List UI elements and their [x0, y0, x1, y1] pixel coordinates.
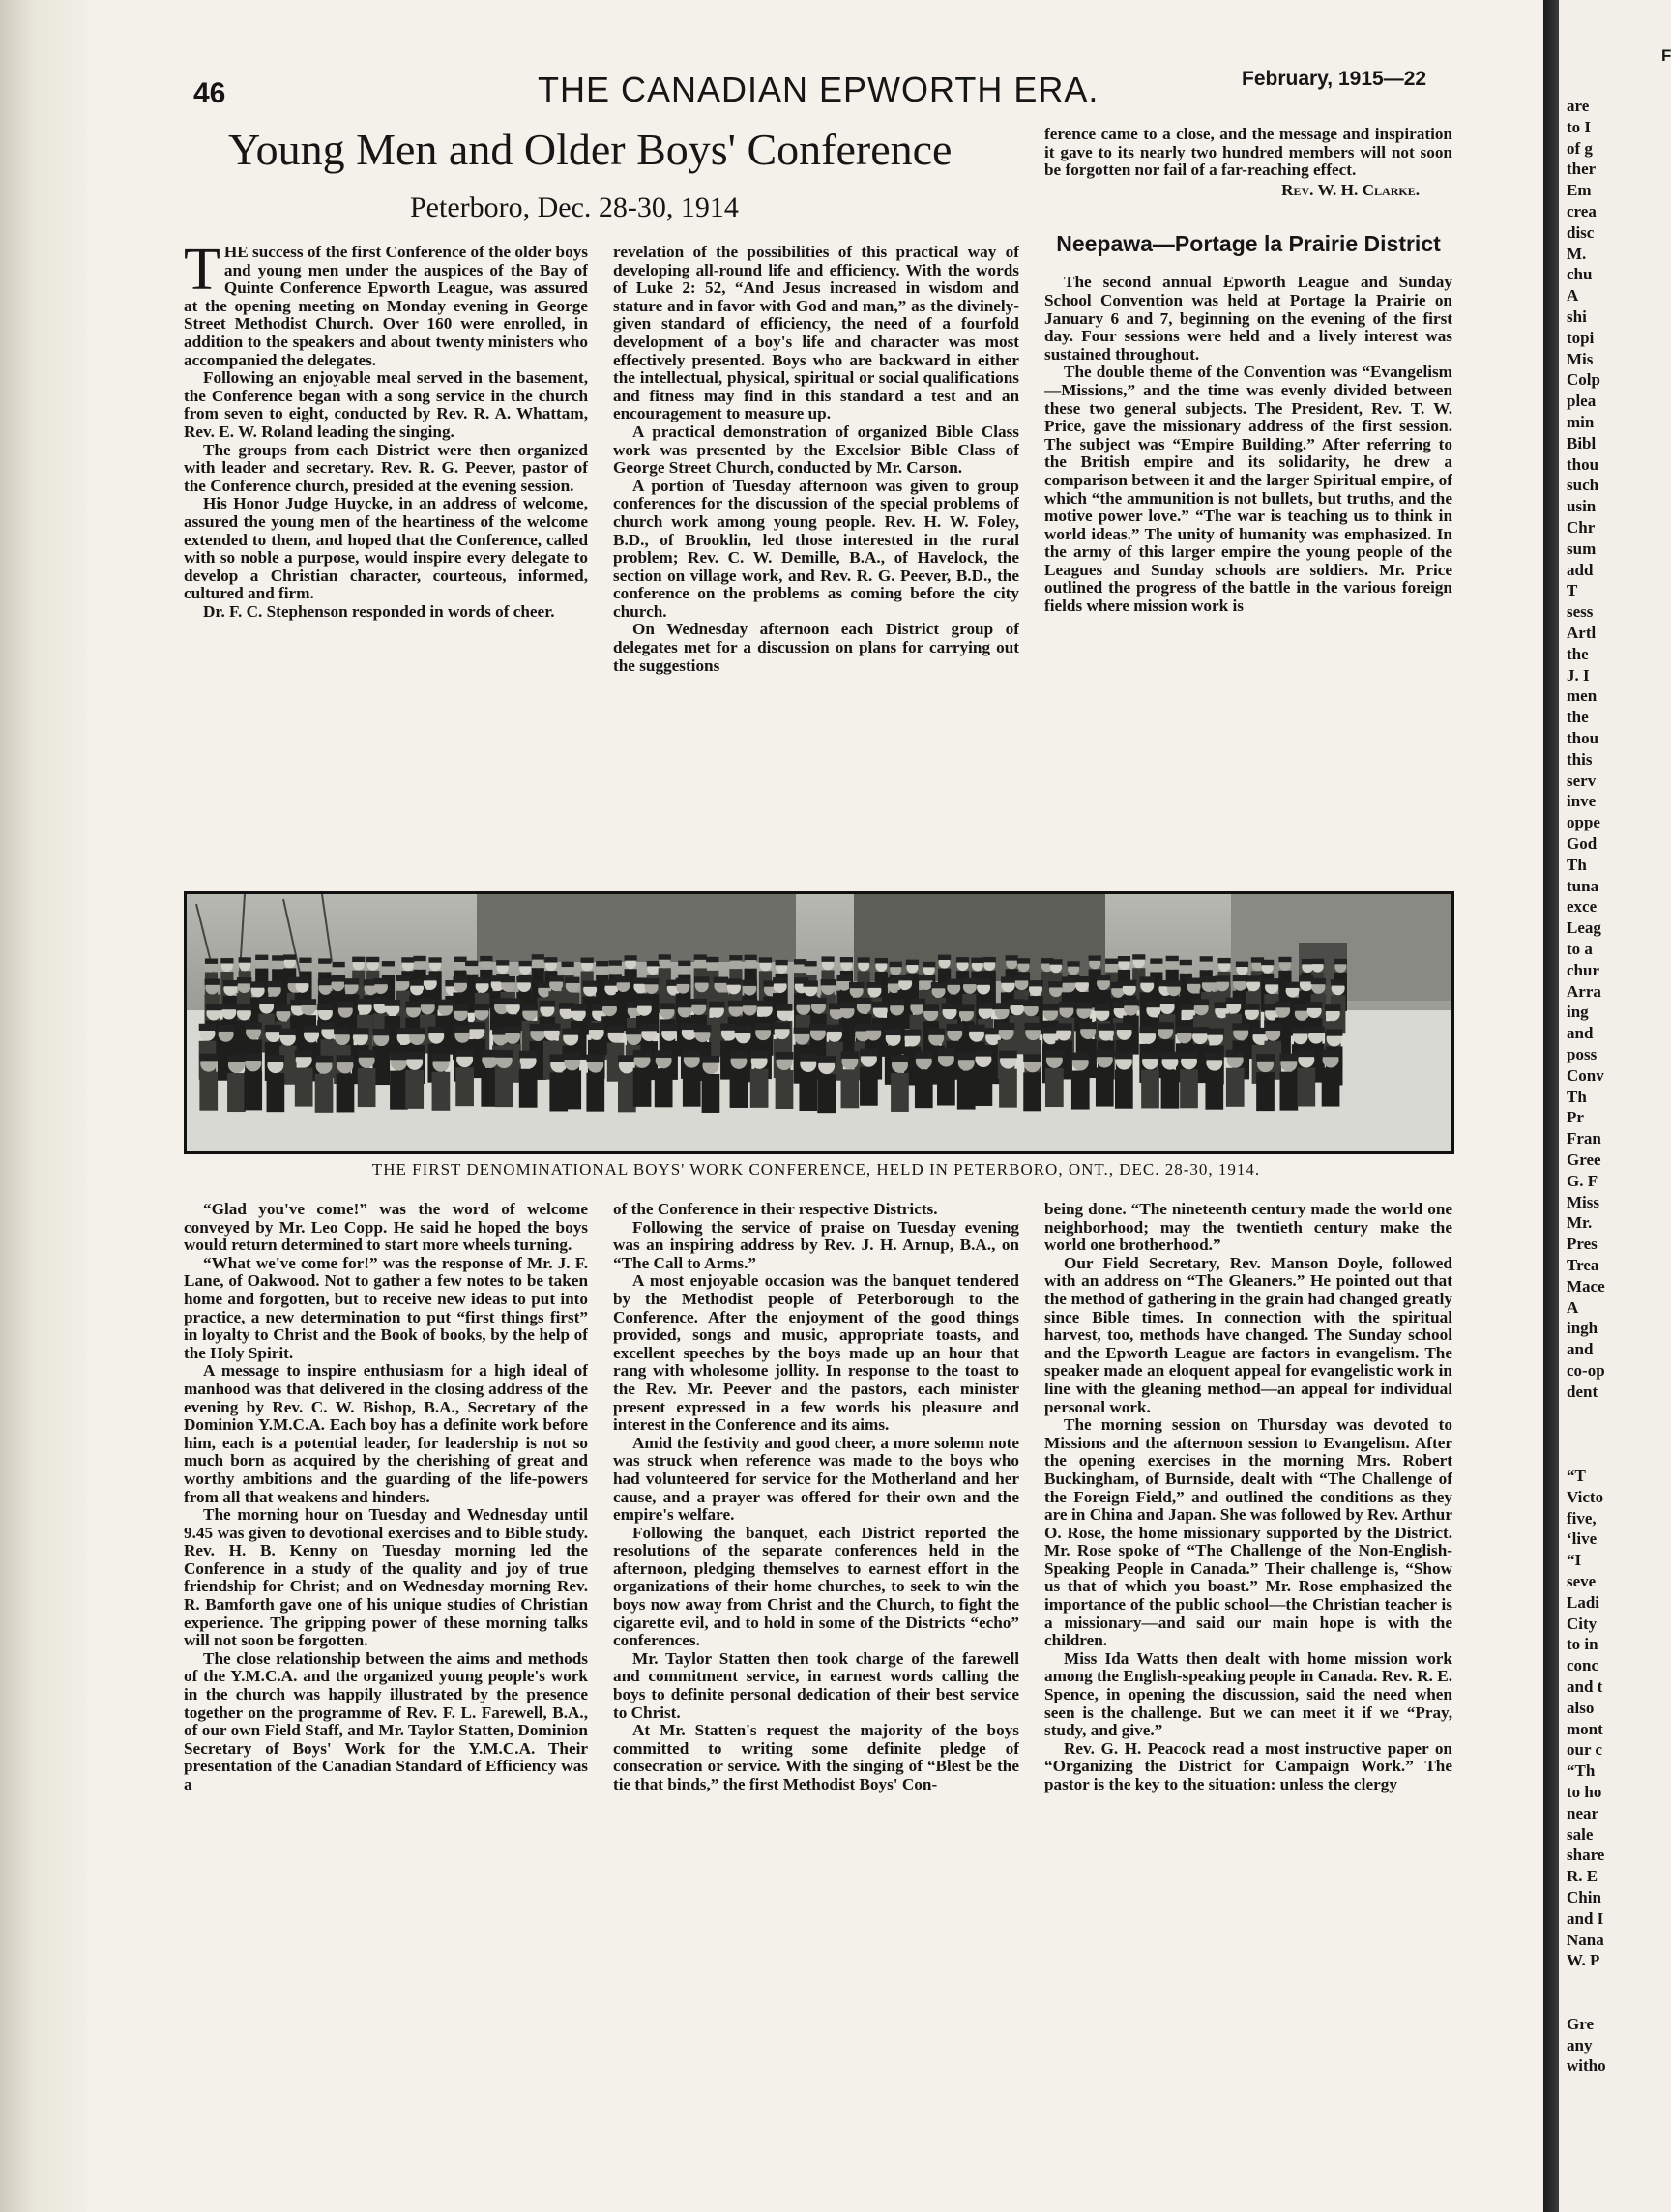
next-page-line: five,: [1567, 1508, 1597, 1528]
next-page-line: Pr: [1567, 1108, 1584, 1127]
next-page-line: to a: [1567, 940, 1593, 958]
article-column-2: [613, 244, 1019, 862]
article-paragraph: The morning hour on Tuesday and Wednesday until 9.45 was given to devotional exercises and to Bible study. Rev. H. B. Kenny on Tuesday morning led the Conference in a study of the quality and joy of true friendship for Christ; and on Wednesday morning Rev. R. Bamforth gave one of his unique studies of Christian experience. The gripping power of these morning talks will not soon be forgotten.: [184, 1505, 588, 1650]
next-page-line: exce: [1567, 897, 1598, 917]
article-paragraph: Following the banquet, each District reported the resolutions of the separate conferences held in the afternoon, pledging themselves to earnest effort in the organizations of their home churches, to seek to win the boys now away from Christ and the Church, to fight the cigarette evil, and to hold in some of the Districts “echo” conferences.: [613, 1523, 1019, 1650]
next-page-line: J. I: [1567, 665, 1590, 684]
next-page-line: tuna: [1567, 876, 1599, 895]
next-page-line: Conv: [1567, 1065, 1604, 1085]
page-number: 46: [193, 77, 226, 109]
article-column-6: [1044, 1201, 1452, 2189]
section-heading-neepawa: Neepawa—Portage la Prairie District: [1056, 231, 1441, 257]
article-paragraph: of the Conference in their respective Districts.: [613, 1201, 938, 1218]
article-column-1: [184, 244, 588, 862]
article-paragraph: A message to inspire enthusiasm for a high ideal of manhood was that delivered in the closing address of the evening by Rev. C. W. Bishop, B.A., Secretary of the Dominion Y.M.C.A. Each boy has a definite work before him, each is a potential leader, for leadership is not so much born as acquired by the cherishing of great and worthy ambitions and the guarding of the life-powers from all that weakens and hinders.: [184, 1361, 588, 1506]
next-page-line: Artl: [1567, 624, 1597, 642]
next-page-line: Mace: [1567, 1276, 1605, 1295]
article-paragraph: “What we've come for!” was the response of Mr. J. F. Lane, of Oakwood. Not to gather a few notes to be taken home and forgotten, but to receive new ideas to put into practice, a new determination to put “first things first” in loyalty to Christ and the Book of books, by the help of the Holy Spirit.: [184, 1253, 588, 1362]
group-photo-illustration: [187, 894, 1451, 1151]
article-paragraph: The morning session on Thursday was devoted to Missions and the afternoon session to Evangelism. After the opening exercises in the morning Mrs. Robert Buckingham, of Burnside, dealt with “The Challenge of the Foreign Field,” and outlined the conditions as they are in China and Japan. She was followed by Rev. Arthur O. Rose, the home missionary supported by the District. Mr. Rose spoke of “The Challenge of the Non-English-Speaking People in Canada.” Their challenge is, “Show us that of which you boast.” Mr. Rose emphasized the importance of the public school—the Christian teacher is a missionary—and said our main hope is with the children.: [1044, 1415, 1452, 1650]
article-paragraph: Mr. Taylor Statten then took charge of the farewell and commitment service, in earnest words calling the boys to definite personal dedication of their best service to Christ.: [613, 1648, 1019, 1722]
next-page-line: Trea: [1567, 1256, 1599, 1274]
next-page-line: this: [1567, 749, 1593, 769]
next-page-line: “T: [1567, 1467, 1586, 1485]
next-page-fragment: [1559, 0, 1671, 2212]
next-page-line: share: [1567, 1846, 1605, 1865]
article-paragraph: Miss Ida Watts then dealt with home mission work among the English-speaking people in Canada. Rev. R. E. Spence, in opening the discussion, said the need when seen is the challenge. But we can meet it if we “Pray, study, and give.”: [1044, 1648, 1452, 1740]
next-page-line: A: [1567, 1297, 1579, 1317]
article-paragraph: The groups from each District were then organized with leader and secretary. Rev. R. G. Peever, pastor of the Conference church, presided at the evening session.: [184, 440, 588, 495]
next-page-line: Mr.: [1567, 1213, 1593, 1233]
next-page-line: M.: [1567, 244, 1587, 263]
next-page-line: plea: [1567, 392, 1597, 411]
article-subtitle: Peterboro, Dec. 28-30, 1914: [410, 191, 739, 223]
next-page-line: shi: [1567, 307, 1587, 326]
next-page-line: of g: [1567, 138, 1593, 158]
next-page-line: crea: [1567, 202, 1597, 220]
next-page-line: T: [1567, 581, 1578, 600]
next-page-line: thou: [1567, 454, 1599, 474]
next-page-line: City: [1567, 1614, 1598, 1633]
next-page-line: Arra: [1567, 981, 1601, 1001]
next-page-line: sale: [1567, 1824, 1594, 1844]
next-page-line: Victo: [1567, 1487, 1604, 1506]
book-gutter: [1543, 0, 1559, 2212]
article-paragraph: THE success of the first Conference of the older boys and young men under the auspices of the Bay of Quinte Conference Epworth League, was assured at the opening meeting on Monday evening in George Street Methodist Church. Over 160 were enrolled, in addition to the speakers and about twenty ministers who accompanied the delegates.: [184, 244, 588, 369]
article-paragraph: ference came to a close, and the message and inspiration it gave to its nearly two hundred members will not soon be forgotten nor fail of a far-reaching effect.: [1044, 126, 1452, 180]
article-paragraph: The second annual Epworth League and Sunday School Convention was held at Portage la Prairie on January 6 and 7, beginning on the evening of the first day. Four sessions were held and a lively interest was sustained throughout.: [1044, 273, 1452, 364]
next-page-line: Nana: [1567, 1930, 1604, 1949]
next-page-line: poss: [1567, 1045, 1598, 1063]
next-page-line: witho: [1567, 2056, 1606, 2076]
next-page-line: and I: [1567, 1908, 1604, 1928]
next-page-line: “I: [1567, 1551, 1582, 1570]
next-page-line: the: [1567, 708, 1589, 727]
next-page-line: ther: [1567, 160, 1597, 179]
next-page-line: such: [1567, 476, 1599, 495]
article-title: Young Men and Older Boys' Conference: [228, 125, 953, 174]
next-page-line: W. P: [1567, 1951, 1600, 1970]
next-page-line: Gre: [1567, 2014, 1595, 2033]
next-page-line: thou: [1567, 729, 1599, 747]
next-page-line: Mis: [1567, 349, 1594, 368]
next-page-line: serv: [1567, 771, 1597, 790]
article-paragraph: His Honor Judge Huycke, in an address of welcome, assured the young men of the heartiness of the welcome extended to them, and hoped that the Conference, called with so noble a purpose, would inspire every delegate to develop a Christian character, courteous, informed, cultured and firm.: [184, 494, 588, 603]
next-page-line: topi: [1567, 328, 1595, 347]
next-page-line: the: [1567, 644, 1589, 663]
next-page-line: R. E: [1567, 1867, 1598, 1886]
next-page-line: God: [1567, 834, 1598, 853]
article-paragraph: Dr. F. C. Stephenson responded in words of cheer.: [203, 601, 555, 621]
next-page-line: A: [1567, 286, 1579, 306]
next-page-line: mont: [1567, 1719, 1603, 1738]
next-page-line: chu: [1567, 265, 1593, 284]
issue-date: February, 1915—22: [1242, 68, 1427, 90]
next-page-line: ingh: [1567, 1319, 1598, 1338]
next-page-line: near: [1567, 1803, 1599, 1822]
article-paragraph: On Wednesday afternoon each District group of delegates met for a discussion on plans for carrying out the suggestions: [613, 620, 1019, 675]
next-page-line: are: [1567, 97, 1590, 115]
article-paragraph: A practical demonstration of organized Bible Class work was presented by the Excelsior Bible Class of George Street Church, conducted by Mr. Carson.: [613, 422, 1019, 478]
left-page-edge: [0, 0, 87, 2212]
article-paragraph: The close relationship between the aims and methods of the Y.M.C.A. and the organized young people's work in the church was happily illustrated by the presence together on the programme of Rev. F. L. Farewell, B.A., of our own Field Staff, and Mr. Taylor Statten, Dominion Secretary of Boys' Work for the Y.M.C.A. Their presentation of the Canadian Standard of Efficiency was a: [184, 1648, 588, 1793]
author-signature: Rev. W. H. Clarke.: [1281, 180, 1420, 199]
article-column-4: [184, 1201, 588, 2189]
next-page-line: and: [1567, 1340, 1594, 1359]
drop-cap: T: [184, 244, 220, 303]
next-page-line: Em: [1567, 181, 1592, 200]
next-page-line: Chr: [1567, 518, 1596, 537]
article-paragraph: revelation of the possibilities of this practical way of developing all-round life and efficiency. With the words of Luke 2: 52, “And Jesus increased in wisdom and stature and in favor with God and man,” as the divinely-given standard of efficiency, the need of a fourfold development of a boy's life and character was most effectively presented. Boys who are backward in either the intellectual, physical, spiritual or social qualifications and fitness may find in this standard a test and an encouragement to measure up.: [613, 244, 1019, 423]
next-page-line: Th: [1567, 1087, 1587, 1106]
next-page-line: Th: [1567, 855, 1587, 874]
next-page-line: to ho: [1567, 1783, 1602, 1801]
article-column-3: [1044, 126, 1452, 862]
article-column-5: [613, 1201, 1019, 2189]
next-page-line: our c: [1567, 1740, 1602, 1760]
next-page-line: Gree: [1567, 1150, 1601, 1169]
next-page-line: ing: [1567, 1003, 1589, 1022]
next-page-line: sess: [1567, 602, 1594, 622]
next-page-line: any: [1567, 2035, 1593, 2054]
next-page-line: usin: [1567, 497, 1597, 516]
next-page-line: inve: [1567, 792, 1597, 811]
next-page-line: Chin: [1567, 1888, 1601, 1906]
next-page-line: chur: [1567, 960, 1599, 979]
article-paragraph: A portion of Tuesday afternoon was given to group conferences for the discussion of the special problems of church work among young people. Rev. H. W. Foley, B.D., of Brooklin, led those interested in the rural problem; Rev. C. W. Demille, B.A., of Havelock, the section on village work, and Rev. R. G. Peever, B.D., the conference on the problems as coming before the city church.: [613, 476, 1019, 621]
next-page-line: Ladi: [1567, 1592, 1600, 1612]
next-page-line: and t: [1567, 1677, 1603, 1696]
next-page-line: Miss: [1567, 1192, 1599, 1211]
next-page-line: min: [1567, 413, 1595, 431]
article-paragraph: Our Field Secretary, Rev. Manson Doyle, followed with an address on “The Gleaners.” He pointed out that the method of gathering in the grain had changed greatly since Bible times. In connection with the spiritual harvest, too, methods have changed. The Sunday school and the Epworth League are factors in evangelism. The speaker made an eloquent appeal for evangelistic work in line with the gleaning method—an appeal for individual personal work.: [1044, 1253, 1452, 1416]
next-page-line: Fran: [1567, 1129, 1601, 1149]
article-paragraph: A most enjoyable occasion was the banquet tendered by the Methodist people of Peterborough to the Conference. After the enjoyment of the good things provided, songs and music, appropriate toasts, and excellent speeches by the boys made up an hour that rang with wholesome jollity. In response to the toast to the Rev. Mr. Peever and the pastors, each minister present expressed in a few words his pleasure and interest in the Conference and its aims.: [613, 1271, 1019, 1435]
next-page-line: add: [1567, 560, 1594, 579]
article-paragraph: Following an enjoyable meal served in the basement, the Conference began with a song service in the church from seven to eight, conducted by Rev. R. A. Whattam, Rev. E. W. Roland leading the singing.: [184, 368, 588, 441]
next-page-line: dent: [1567, 1382, 1598, 1401]
next-page-line: oppe: [1567, 813, 1600, 832]
article-paragraph: At Mr. Statten's request the majority of the boys committed to writing some definite pledge of consecration or service. With the singing of “Blest be the tie that binds,” the first Methodist Boys' Con-: [613, 1721, 1019, 1793]
publication-title: THE CANADIAN EPWORTH ERA.: [538, 70, 1099, 109]
next-page-line: conc: [1567, 1656, 1599, 1675]
next-page-line: Bibl: [1567, 433, 1597, 452]
next-page-line: to I: [1567, 117, 1592, 136]
next-page-line: Colp: [1567, 370, 1600, 390]
next-page-line: Leag: [1567, 918, 1601, 938]
next-page-line: and: [1567, 1024, 1594, 1043]
group-photograph: [184, 891, 1454, 1154]
article-paragraph: Following the service of praise on Tuesday evening was an inspiring address by Rev. J. H. Arnup, B.A., on “The Call to Arms.”: [613, 1217, 1019, 1272]
next-page-header-fragment: F: [1661, 46, 1671, 65]
article-paragraph: The double theme of the Convention was “Evangelism—Missions,” and the time was evenly divided between these two general subjects. The President, Rev. T. W. Price, gave the missionary address of the first session. The subject was “Empire Building.” After referring to the British empire and its solidarity, he drew a comparison between it and the larger Spiritual empire, of which “the ammunition is not bullets, but truths, and the motive power love.” “The war is teaching us to think in world ideas.” The unity of humanity was emphasized. In the army of this larger empire the young people of the Leagues and Sunday schools are soldiers. Mr. Price outlined the progress of the battle in the various foreign fields where mission work is: [1044, 363, 1452, 616]
next-page-line: “Th: [1567, 1761, 1596, 1781]
next-page-line: men: [1567, 686, 1598, 706]
next-page-line: G. F: [1567, 1171, 1598, 1190]
article-paragraph: Amid the festivity and good cheer, a more solemn note was struck when reference was made to the boys who had volunteered for service for the Motherland and her cause, and a prayer was offered for their own and the empire's welfare.: [613, 1433, 1019, 1525]
next-page-line: co-op: [1567, 1361, 1605, 1380]
next-page-line: ‘live: [1567, 1529, 1598, 1549]
article-paragraph: being done. “The nineteenth century made the world one neighborhood; may the twentieth century make the world one brotherhood.”: [1044, 1201, 1452, 1255]
next-page-line: to in: [1567, 1635, 1598, 1654]
next-page-line: Pres: [1567, 1235, 1598, 1254]
next-page-line: disc: [1567, 222, 1595, 242]
next-page-line: also: [1567, 1698, 1595, 1717]
article-paragraph: Rev. G. H. Peacock read a most instructive paper on “Organizing the District for Campaign Work.” The pastor is the key to the situation: unless the clergy: [1044, 1738, 1452, 1793]
next-page-line: sum: [1567, 538, 1597, 558]
article-paragraph: “Glad you've come!” was the word of welcome conveyed by Mr. Leo Copp. He said he hoped the boys would return determined to start more wheels turning.: [184, 1201, 588, 1255]
next-page-line: seve: [1567, 1572, 1597, 1590]
photo-caption: THE FIRST DENOMINATIONAL BOYS' WORK CONFERENCE, HELD IN PETERBORO, ONT., DEC. 28-30, 1914.: [371, 1160, 1261, 1179]
